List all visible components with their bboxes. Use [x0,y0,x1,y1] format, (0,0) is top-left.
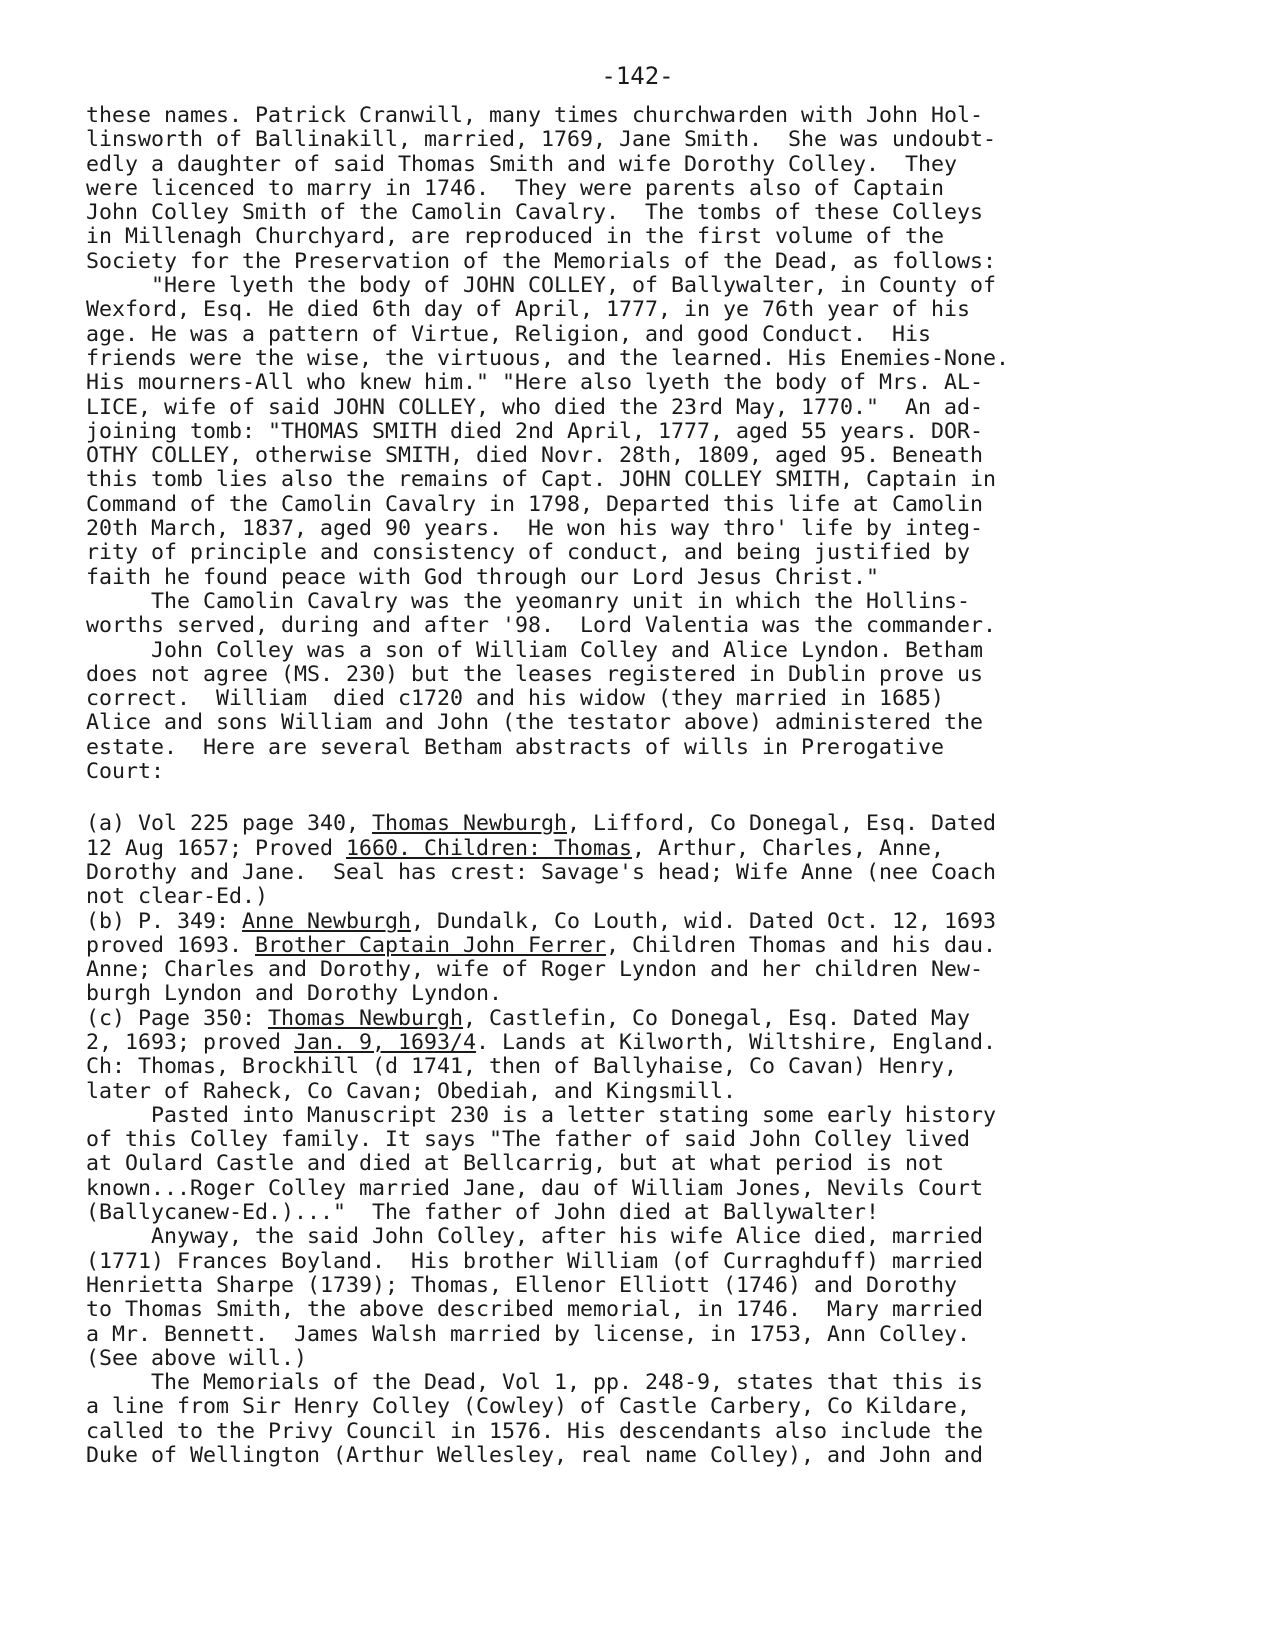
text-line: His mourners-All who knew him." "Here also lyeth the body of Mrs. AL- [86,370,984,396]
text-line: LICE, wife of said JOHN COLLEY, who died the 23rd May, 1770." An ad- [86,394,984,420]
text-line: (1771) Frances Boyland. His brother William (of Curraghduff) married [86,1248,984,1274]
text-line: Court: [86,759,165,785]
text-line: a Mr. Bennett. James Walsh married by license, in 1753, Ann Colley. [86,1321,971,1347]
text-line: The Camolin Cavalry was the yeomanry unit in which the Hollins- [86,588,971,614]
text-line: Anyway, the said John Colley, after his wife Alice died, married [86,1224,984,1250]
text-line: "Here lyeth the body of JOHN COLLEY, of Ballywalter, in County of [86,273,997,299]
text-line: friends were the wise, the virtuous, and the learned. His Enemies-None. [86,345,1010,371]
text-line: proved 1693. Brother Captain John Ferrer, Children Thomas and his dau. [86,932,997,958]
text-line: Anne; Charles and Dorothy, wife of Roger Lyndon and her children New- [86,957,984,983]
text-line: The Memorials of the Dead, Vol 1, pp. 248-9, states that this is [86,1370,984,1396]
page-number: -142- [601,62,674,90]
text-line: not clear-Ed.) [86,884,269,910]
text-line: Command of the Camolin Cavalry in 1798, Departed this life at Camolin [86,491,984,517]
text-line: Wexford, Esq. He died 6th day of April, 1777, in ye 76th year of his [86,297,971,323]
text-line: faith he found peace with God through our Lord Jesus Christ." [86,564,880,590]
text-line: John Colley was a son of William Colley and Alice Lyndon. Betham [86,637,984,663]
text-line: (Ballycanew-Ed.)..." The father of John died at Ballywalter! [86,1200,880,1226]
text-line: age. He was a pattern of Virtue, Religion, and good Conduct. His [86,321,932,347]
text-line: OTHY COLLEY, otherwise SMITH, died Novr. 28th, 1809, aged 95. Beneath [86,443,984,469]
text-line: called to the Privy Council in 1576. His descendants also include the [86,1418,984,1444]
text-line: does not agree (MS. 230) but the leases registered in Dublin prove us [86,661,984,687]
text-line: correct. William died c1720 and his widow (they married in 1685) [86,686,945,712]
text-line: Alice and sons William and John (the testator above) administered the [86,710,984,736]
text-line: 2, 1693; proved Jan. 9, 1693/4. Lands at Kilworth, Wiltshire, England. [86,1029,997,1055]
text-line: at Oulard Castle and died at Bellcarrig, but at what period is not [86,1151,945,1177]
text-line: Dorothy and Jane. Seal has crest: Savage's head; Wife Anne (nee Coach [86,859,997,885]
text-line: linsworth of Ballinakill, married, 1769, Jane Smith. She was undoubt- [86,127,997,153]
text-line: were licenced to marry in 1746. They were parents also of Captain [86,175,945,201]
text-line: (b) P. 349: Anne Newburgh, Dundalk, Co Louth, wid. Dated Oct. 12, 1693 [86,908,997,934]
text-line: Duke of Wellington (Arthur Wellesley, real name Colley), and John and [86,1443,984,1469]
underlined-text: Jan. 9, 1693/4 [294,1029,477,1055]
text-line: (See above will.) [86,1345,308,1371]
text-line: of this Colley family. It says "The father of said John Colley lived [86,1127,971,1153]
text-line: edly a daughter of said Thomas Smith and wife Dorothy Colley. They [86,151,958,177]
text-line: joining tomb: "THOMAS SMITH died 2nd April, 1777, aged 55 years. DOR- [86,418,984,444]
text-line: burgh Lyndon and Dorothy Lyndon. [86,981,503,1007]
underlined-text: Thomas Newburgh [372,811,568,837]
text-line: this tomb lies also the remains of Capt. JOHN COLLEY SMITH, Captain in [86,467,997,493]
text-line: to Thomas Smith, the above described memorial, in 1746. Mary married [86,1297,984,1323]
underlined-text: Brother Captain John Ferrer [255,932,607,958]
text-line: rity of principle and consistency of conduct, and being justified by [86,540,971,566]
text-line: these names. Patrick Cranwill, many times churchwarden with John Hol- [86,103,984,128]
text-line: 12 Aug 1657; Proved 1660. Children: Thomas, Arthur, Charles, Anne, [86,835,945,861]
underlined-text: 1660. Children: Thomas [346,835,633,861]
text-line: Ch: Thomas, Brockhill (d 1741, then of Ballyhaise, Co Cavan) Henry, [86,1054,958,1080]
text-line: (c) Page 350: Thomas Newburgh, Castlefin, Co Donegal, Esq. Dated May [86,1005,971,1031]
text-line: known...Roger Colley married Jane, dau of William Jones, Nevils Court [86,1175,984,1201]
text-line: John Colley Smith of the Camolin Cavalry. The tombs of these Colleys [86,200,984,226]
paragraph-gap [86,784,1196,812]
text-line: a line from Sir Henry Colley (Cowley) of Castle Carbery, Co Kildare, [86,1394,971,1420]
text-line: Henrietta Sharpe (1739); Thomas, Ellenor Elliott (1746) and Dorothy [86,1272,958,1298]
text-line: Society for the Preservation of the Memorials of the Dead, as follows: [86,248,997,274]
underlined-text: Thomas Newburgh [268,1005,464,1031]
text-line: later of Raheck, Co Cavan; Obediah, and Kingsmill. [86,1078,737,1104]
text-line: (a) Vol 225 page 340, Thomas Newburgh, Lifford, Co Donegal, Esq. Dated [86,811,997,837]
underlined-text: Anne Newburgh [242,908,412,934]
text-line: estate. Here are several Betham abstracts of wills in Prerogative [86,734,945,760]
document-body [86,104,1196,1468]
text-line: in Millenagh Churchyard, are reproduced in the first volume of the [86,224,945,250]
text-line: 20th March, 1837, aged 90 years. He won his way thro' life by integ- [86,516,984,542]
text-line: worths served, during and after '98. Lord Valentia was the commander. [86,613,997,639]
text-line: Pasted into Manuscript 230 is a letter stating some early history [86,1102,997,1128]
